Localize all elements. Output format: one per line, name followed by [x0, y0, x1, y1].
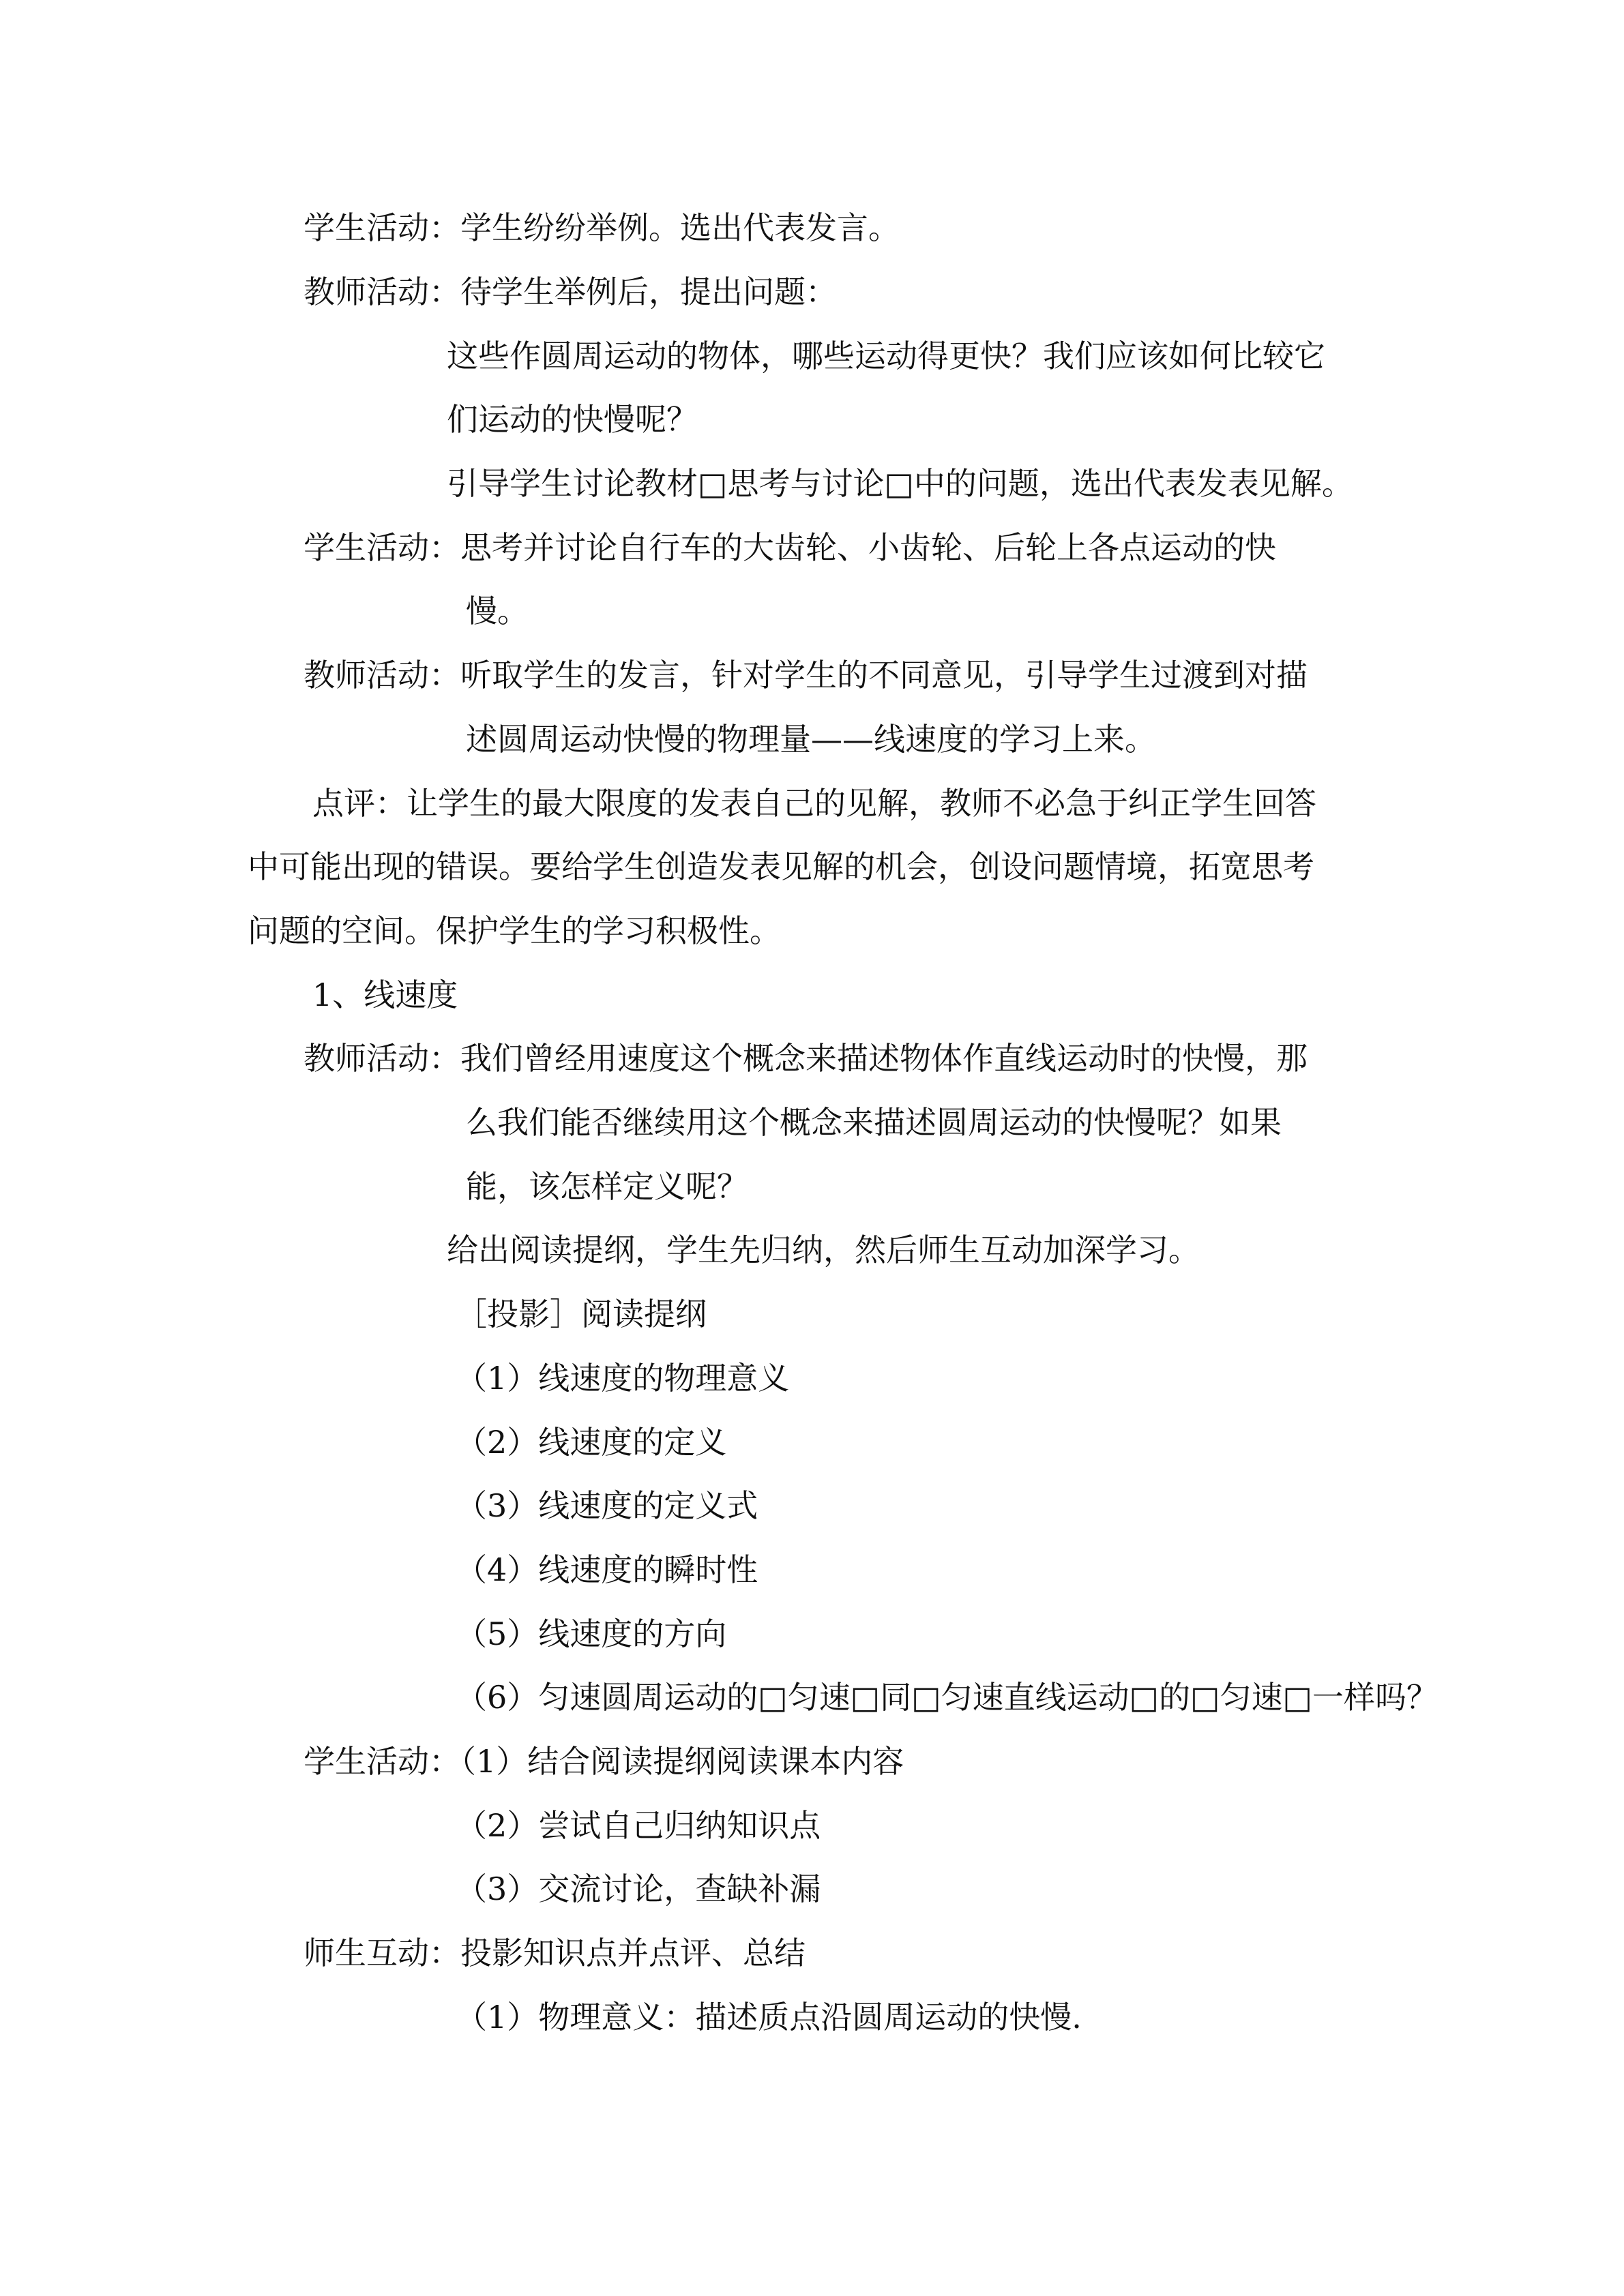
role-label: 教师活动： — [304, 657, 460, 694]
role-label: 师生互动： — [304, 1935, 460, 1971]
line-text: 投影知识点并点评、总结 — [460, 1935, 806, 1971]
line-text: 学生纷纷举例。选出代表发言。 — [460, 209, 900, 246]
line-text: 引导学生讨论教材□思考与讨论□中的问题，选出代表发表见解。 — [447, 465, 1353, 502]
line-text: 述圆周运动快慢的物理量——线速度的学习上来。 — [466, 721, 1156, 758]
line-text: 我们曾经用速度这个概念来描述物体作直线运动时的快慢，那 — [460, 1040, 1308, 1077]
line-student-activity-3-item-3 — [456, 1870, 821, 1908]
line-text: 给出阅读提纲，学生先归纳，然后师生互动加深学习。 — [447, 1232, 1200, 1268]
line-text: （1）线速度的物理意义 — [456, 1360, 790, 1397]
line-text: 们运动的快慢呢？ — [447, 401, 698, 438]
line-text: （6）匀速圆周运动的□匀速□同□匀速直线运动□的□匀速□一样吗？ — [456, 1679, 1438, 1716]
line-text: 这些作圆周运动的物体，哪些运动得更快？我们应该如何比较它 — [447, 338, 1325, 374]
line-student-activity-2 — [304, 528, 1276, 567]
role-label: 学生活动： — [304, 1743, 460, 1780]
line-comment-1 — [312, 784, 1316, 822]
line-text: （2）尝试自己归纳知识点 — [456, 1807, 821, 1844]
line-text: 问题的空间。保护学生的学习积极性。 — [248, 912, 781, 949]
line-teacher-student-interaction — [304, 1934, 806, 1972]
line-physical-meaning — [456, 1998, 1082, 2036]
line-student-activity-3-item-2 — [456, 1806, 821, 1845]
outline-item-4 — [456, 1551, 758, 1589]
line-teacher-activity-3-cont-1 — [466, 1103, 1282, 1142]
line-text: ［投影］阅读提纲 — [456, 1296, 707, 1332]
outline-item-1 — [456, 1359, 789, 1397]
line-teacher-activity-3 — [304, 1039, 1308, 1077]
line-comment-3 — [248, 912, 781, 950]
line-text: 能，该怎样定义呢？ — [466, 1168, 748, 1205]
role-label: 教师活动： — [304, 273, 460, 310]
line-text: 中可能出现的错误。要给学生创造发表见解的机会，创设问题情境，拓宽思考 — [248, 848, 1314, 885]
line-teacher-activity-2-cont — [466, 720, 1156, 758]
line-guide-discussion — [447, 464, 1353, 503]
line-student-activity-1 — [304, 209, 900, 247]
outline-item-3 — [456, 1487, 758, 1525]
outline-item-6 — [456, 1678, 1438, 1716]
line-text: （3）线速度的定义式 — [456, 1487, 758, 1524]
line-question-2 — [447, 400, 698, 438]
line-teacher-activity-1 — [304, 273, 837, 311]
outline-item-5 — [456, 1615, 726, 1653]
line-text: （4）线速度的瞬时性 — [456, 1551, 758, 1588]
line-student-activity-2-cont — [466, 592, 529, 630]
line-question-1 — [447, 337, 1325, 375]
line-text: 慢。 — [466, 593, 529, 629]
line-teacher-activity-3-cont-2 — [466, 1167, 748, 1206]
line-text: （5）线速度的方向 — [456, 1615, 727, 1652]
role-label: 教师活动： — [304, 1040, 460, 1077]
line-teacher-activity-2 — [304, 656, 1308, 694]
line-text: （2）线速度的定义 — [456, 1424, 727, 1461]
line-text: （3）交流讨论，查缺补漏 — [456, 1870, 821, 1907]
outline-item-2 — [456, 1423, 726, 1461]
line-text: （1）结合阅读提纲阅读课本内容 — [460, 1743, 904, 1780]
line-reading-outline-intro — [447, 1231, 1200, 1269]
line-text: 1、线速度 — [312, 976, 458, 1013]
section-heading-linear-velocity — [312, 976, 458, 1014]
line-text: 思考并讨论自行车的大齿轮、小齿轮、后轮上各点运动的快 — [460, 529, 1276, 566]
line-projection-outline-title — [456, 1295, 707, 1333]
line-student-activity-3 — [304, 1742, 904, 1780]
role-label: 学生活动： — [304, 529, 460, 566]
role-label: 学生活动： — [304, 209, 460, 246]
line-comment-2 — [248, 848, 1314, 886]
line-text: 待学生举例后，提出问题： — [460, 273, 837, 310]
line-text: 么我们能否继续用这个概念来描述圆周运动的快慢呢？如果 — [466, 1104, 1282, 1141]
line-text: 点评：让学生的最大限度的发表自己的见解，教师不必急于纠正学生回答 — [312, 785, 1316, 822]
line-text: （1）物理意义：描述质点沿圆周运动的快慢. — [456, 1999, 1082, 2036]
line-text: 听取学生的发言，针对学生的不同意见，引导学生过渡到对描 — [460, 657, 1308, 694]
